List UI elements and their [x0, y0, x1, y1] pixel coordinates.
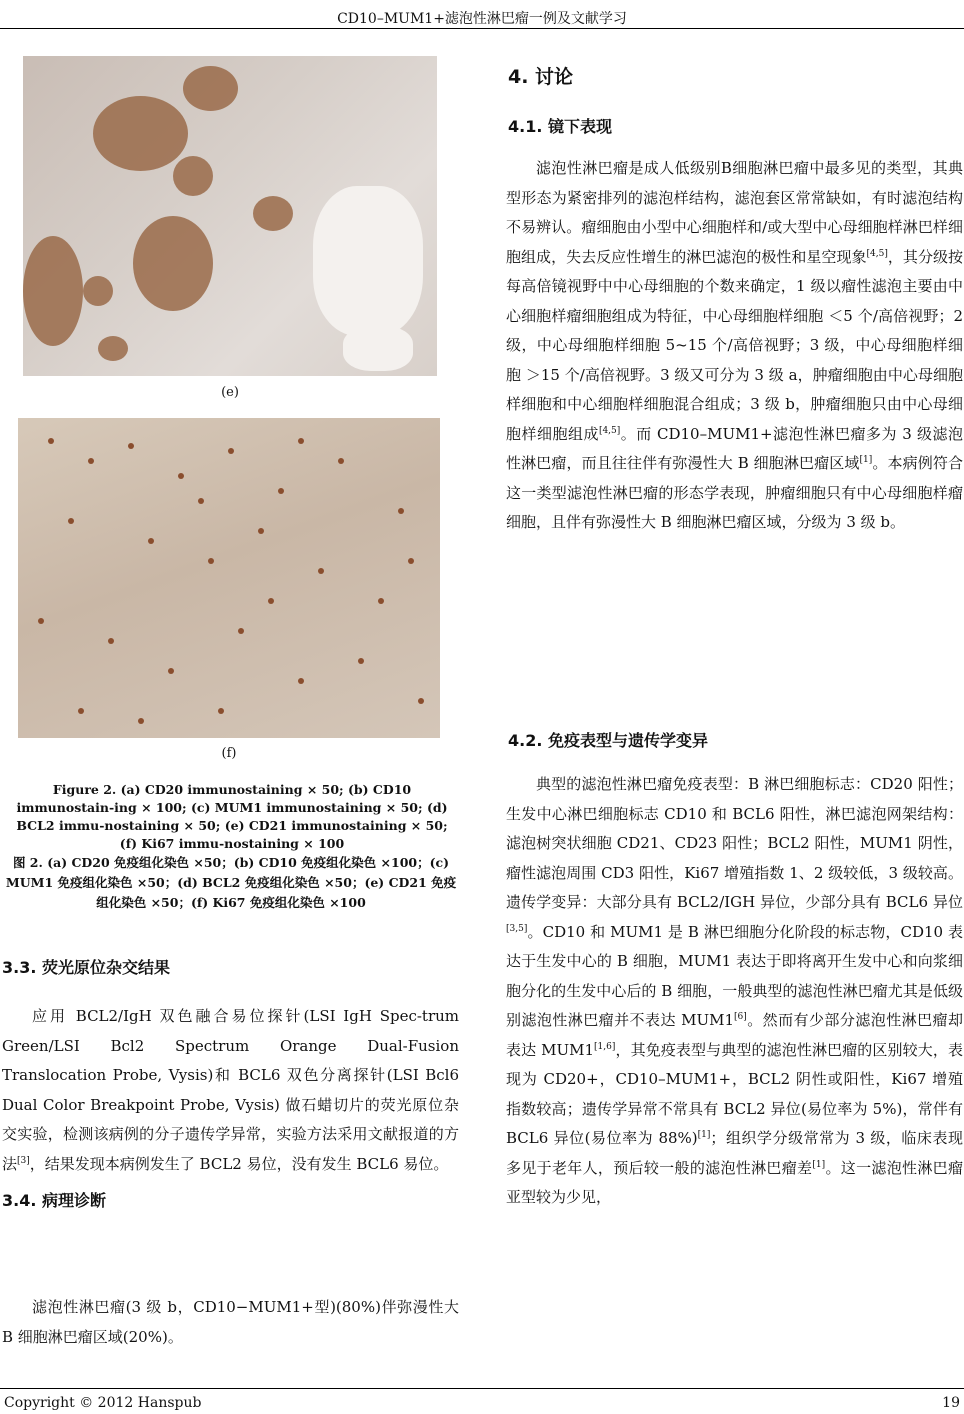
section-4-1-title: 4.1. 镜下表现 — [508, 117, 612, 136]
copyright: Copyright © 2012 Hanspub — [4, 1395, 202, 1411]
running-header: CD10–MUM1+滤泡性淋巴瘤一例及文献学习 — [337, 11, 627, 27]
figure-caption-en: Figure 2. (a) CD20 immunostaining × 50; (b) CD10 immunostain-ing × 100; (c) MUM1 immunostaining × 50; (d) BCL2 immu-nostaining × 50; (e) CD21 immunostaining × 50; (f) Ki67 immu-nostaining × 100 — [16, 782, 448, 851]
section-3-3-title: 3.3. 荧光原位杂交结果 — [2, 958, 170, 977]
figure-caption-zh: 图 2. (a) CD20 免疫组化染色 ×50；(b) CD10 免疫组化染色 ×100；(c) MUM1 免疫组化染色 ×50；(d) BCL2 免疫组化染色 ×50；(e) CD21 免疫组化染色 ×50；(f) Ki67 免疫组化染色 ×100 — [5, 855, 457, 910]
micrograph-e — [23, 56, 437, 376]
section-3-4-paragraph: 滤泡性淋巴瘤(3 级 b，CD10−MUM1+型)(80%)伴弥漫性大 B 细胞淋巴瘤区域(20%)。 — [2, 1298, 459, 1346]
panel-f-label: (f) — [221, 746, 237, 761]
panel-e-label: (e) — [221, 385, 239, 400]
section-4-2-title: 4.2. 免疫表型与遗传学变异 — [508, 731, 708, 750]
page-number: 19 — [942, 1395, 960, 1411]
section-4-1-paragraph: 滤泡性淋巴瘤是成人低级别B细胞淋巴瘤中最多见的类型，其典型形态为紧密排列的滤泡样结构，滤泡套区常常缺如，有时滤泡结构不易辨认。瘤细胞由小型中心细胞样和/或大型中心母细胞样淋巴样细胞组成，失去反应性增生的淋巴滤泡的极性和星空现象[4,5]，其分级按每高倍镜视野中中心母细胞的个数来确定，1 级以瘤性滤泡主要由中心细胞样瘤细胞组成为特征，中心母细胞样细胞 ＜5 个/高倍视野；2 级，中心母细胞样细胞 5~15 个/高倍视野；3 级，中心母细胞样细胞 ＞15 个/高倍视野。3 级又可分为 3 级 a，肿瘤细胞由中心母细胞样细胞和中心细胞样细胞混合组成；3 级 b，肿瘤细胞只由中心母细胞样细胞组成[4,5]。而 CD10–MUM1+滤泡性淋巴瘤多为 3 级滤泡性淋巴瘤，而且往往伴有弥漫性大 B 细胞淋巴瘤区域[1]。本病例符合这一类型滤泡性淋巴瘤的形态学表现，肿瘤细胞只有中心母细胞样瘤细胞，且伴有弥漫性大 B 细胞淋巴瘤区域，分级为 3 级 b。 — [506, 159, 963, 531]
section-3-3-paragraph: 应用 BCL2/IgH 双色融合易位探针(LSI IgH Spec-trum Green/LSI Bcl2 Spectrum Orange Dual-Fusion Translocation Probe, Vysis)和 BCL6 双色分离探针(LSI Bcl6 Dual Color Breakpoint Probe, Vysis) 做石蜡切片的荧光原位杂交实验，检测该病例的分子遗传学异常，实验方法采用文献报道的方法[3]，结果发现本病例发生了 BCL2 易位，没有发生 BCL6 易位。 — [2, 1007, 459, 1173]
micrograph-f — [18, 418, 440, 738]
section-4-2-paragraph: 典型的滤泡性淋巴瘤免疫表型：B 淋巴细胞标志：CD20 阳性；生发中心淋巴细胞标志 CD10 和 BCL6 阳性，淋巴滤泡网架结构：滤泡树突状细胞 CD21、CD23 阳性；BCL2 阳性，MUM1 阴性，瘤性滤泡周围 CD3 阳性，Ki67 增殖指数 1、2 级较低，3 级较高。遗传学变异：大部分具有 BCL2/IGH 异位，少部分具有 BCL6 异位[3,5]。CD10 和 MUM1 是 B 淋巴细胞分化阶段的标志物，CD10 表达于生发中心的 B 细胞，MUM1 表达于即将离开生发中心和向浆细胞分化的生发中心后的 B 细胞，一般典型的滤泡性淋巴瘤尤其是低级别滤泡性淋巴瘤并不表达 MUM1[6]。然而有少部分滤泡性淋巴瘤却表达 MUM1[1,6]，其免疫表型与典型的滤泡性淋巴瘤的区别较大，表现为 CD20+，CD10–MUM1+，BCL2 阴性或阳性，Ki67 增殖指数较高；遗传学异常不常具有 BCL2 异位(易位率为 5%)，常伴有 BCL6 异位(易位率为 88%)[1]；组织学分级常常为 3 级，临床表现多见于老年人，预后较一般的滤泡性淋巴瘤差[1]。这一滤泡性淋巴瘤亚型较为少见， — [506, 775, 963, 1206]
footer-rule — [0, 1388, 964, 1389]
section-4-title: 4. 讨论 — [508, 66, 574, 88]
section-3-4-title: 3.4. 病理诊断 — [2, 1191, 106, 1210]
header-rule — [0, 28, 964, 29]
